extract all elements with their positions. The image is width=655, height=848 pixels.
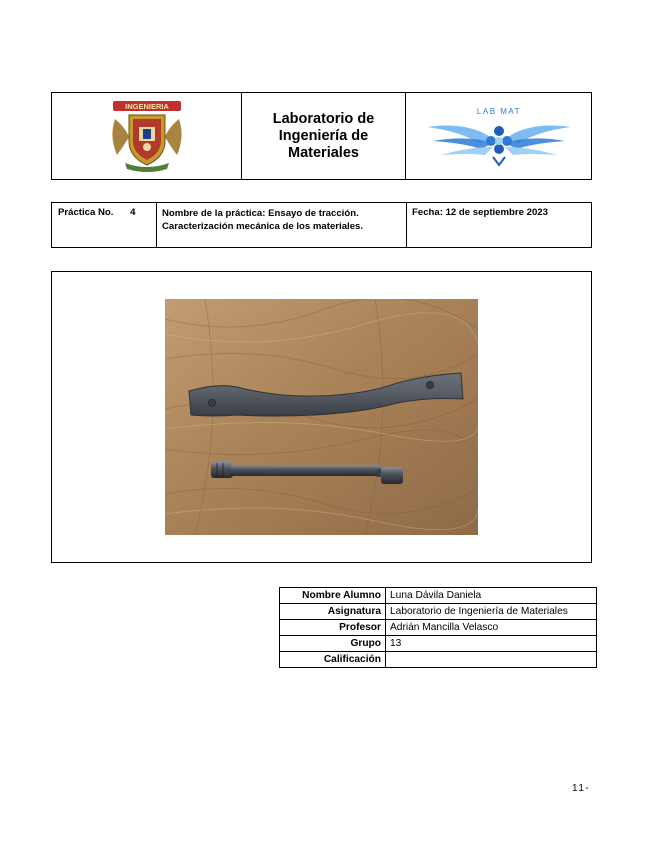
practice-number-value: 4: [130, 207, 136, 218]
labmat-logo-cell: [406, 93, 591, 179]
row-value: Laboratorio de Ingeniería de Materiales: [386, 604, 597, 620]
table-row: [280, 620, 597, 636]
row-value: [386, 652, 597, 668]
table-row: [280, 604, 597, 620]
practice-date-cell: [407, 203, 591, 247]
table-row: [280, 636, 597, 652]
header-title-line-3: Materiales: [288, 144, 359, 161]
row-value: Adrián Mancilla Velasco: [386, 620, 597, 636]
unam-engineering-logo: [107, 97, 187, 175]
row-key: Calificación: [280, 652, 386, 668]
labmat-logo-text: LAB MAT: [476, 107, 521, 116]
row-key: Profesor: [280, 620, 386, 636]
header-title-line-2: Ingeniería de: [278, 127, 369, 144]
specimens-image: [165, 299, 478, 535]
table-row: [280, 588, 597, 604]
row-key: Nombre Alumno: [280, 588, 386, 604]
practice-date: Fecha: 12 de septiembre 2023: [412, 207, 548, 218]
header-title: [242, 93, 406, 179]
practice-info-box: [51, 202, 592, 248]
unam-logo-cell: [52, 93, 242, 179]
practice-number-cell: [52, 203, 157, 247]
tensile-specimens-photo: [165, 299, 478, 535]
logo-banner-text: INGENIERIA: [124, 102, 169, 111]
page-number: 11-: [572, 783, 591, 794]
practice-number-label: Práctica No.: [58, 207, 114, 218]
row-value: Luna Dávila Daniela: [386, 588, 597, 604]
row-key: Grupo: [280, 636, 386, 652]
table-row: [280, 652, 597, 668]
header-title-line-1: Laboratorio de: [272, 110, 375, 127]
row-key: Asignatura: [280, 604, 386, 620]
row-value: 13: [386, 636, 597, 652]
practice-name-line-2: Caracterización mecánica de los materiales.: [162, 221, 364, 232]
student-info-table: [279, 587, 597, 668]
practice-name-cell: [157, 203, 407, 247]
practice-name-line-1: Nombre de la práctica: Ensayo de tracción.: [162, 208, 359, 219]
document-header: [51, 92, 592, 180]
labmat-logo: [419, 101, 579, 171]
